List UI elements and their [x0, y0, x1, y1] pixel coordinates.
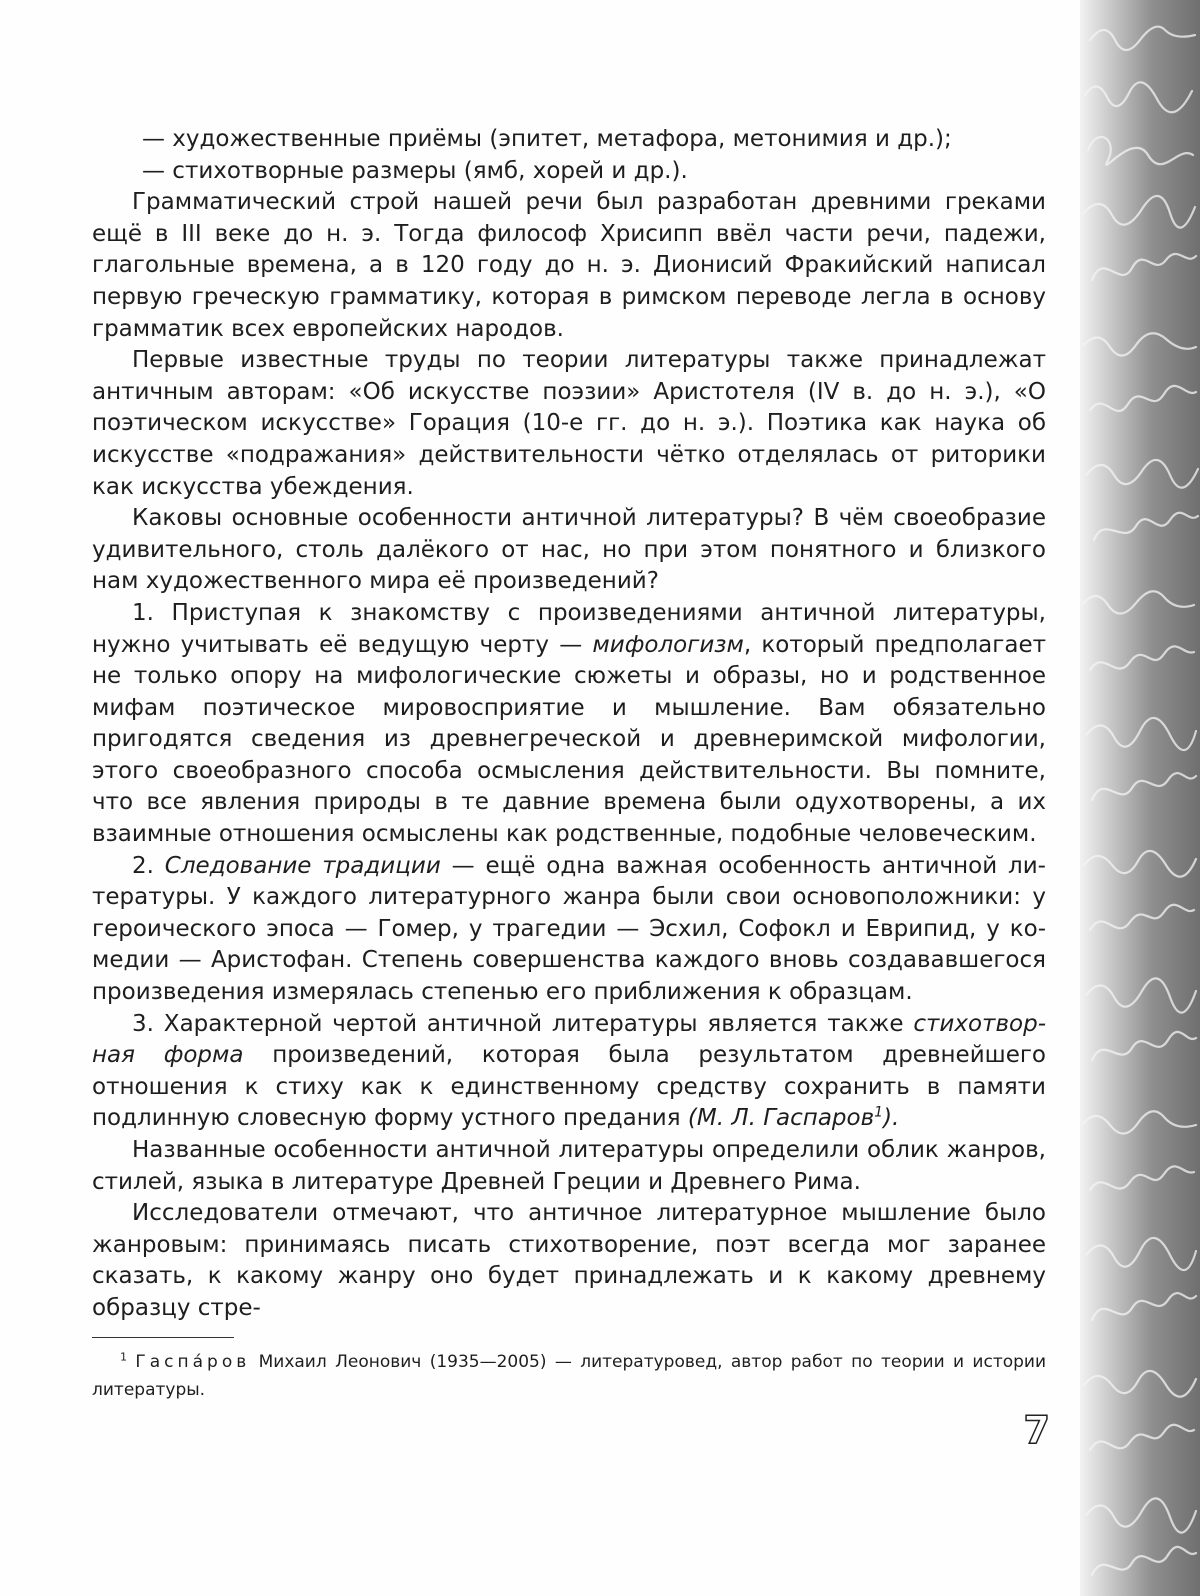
- term-mythologism: мифологизм: [592, 631, 744, 658]
- footnote-ref: 1: [874, 1104, 884, 1121]
- footnote-text: Михаил Леонович (1935—2005) — литературовед, автор работ по теории и истории литературы.: [92, 1352, 1047, 1400]
- paragraph-grammar: Грамматический строй нашей речи был разработан древними греками ещё в III веке до н. э. Тогда философ Хрисипп ввёл части речи, падежи, глагольные времена, а в 120 году до н. э. Дионисий Фракийский написал первую греческую грамматику, которая в римском переводе легла в основу грамматик всех европейских народов.: [92, 189, 1046, 342]
- paragraph-features: Названные особенности античной литературы определили облик жанров, стилей, языка в литературе Древней Греции и Древнего Рима.: [92, 1137, 1046, 1195]
- footnote-divider: [92, 1337, 234, 1338]
- list-item-meters: — стихотворные размеры (ямб, хорей и др.).: [142, 157, 688, 184]
- citation: (М. Л. Гаспаров$^1$).: [687, 1104, 900, 1132]
- paragraph-mythologism: 1. Приступая к знакомству с произведениями античной литературы, нужно учитывать её ведущую черту — мифологизм, который предполагает не только опору на мифологические сюжеты и образы, но и родственное мифам поэтическое мировосприятие и мышление. Вам обязательно пригодятся сведения из древнегреческой и древнеримской мифологии, этого своеобразного способа осмысления действительности. Вы помните, что все явления природы в те давние времена были одухотворены, а их взаимные отношения осмыслены как родственные, подобные человеческим.: [92, 599, 1046, 848]
- page-number: 7: [1023, 1408, 1050, 1452]
- term-verse-form: стихотворная форма: [92, 1010, 1046, 1069]
- term-tradition: Следование традиции: [164, 852, 441, 879]
- footnote-name: Гаспа́ров: [135, 1352, 251, 1372]
- paragraph-genre-thinking: Исследователи отмечают, что античное литературное мышление было жанровым: принимаясь писать стихотворение, поэт всегда мог заранее сказать, к какому жанру оно будет принадлежать и к какому древнему образцу стре-: [92, 1200, 1046, 1321]
- footnote: [92, 1348, 1046, 1404]
- list-item-devices: — художественные приёмы (эпитет, метафора, метонимия и др.);: [142, 126, 952, 152]
- paragraph-tradition: 2. Следование традиции — ещё одна важная особенность античной литературы. У каждого литературного жанра были свои основоположники: у героического эпоса — Гомер, у трагедии — Эсхил, Софокл и Еврипид, у комедии — Аристофан. Степень совершенства каждого вновь создававшегося произведения измерялась степенью его приближения к образцам.: [92, 852, 1046, 1006]
- paragraph-verse-form: 3. Характерной чертой античной литературы является также стихотворная форма произведений, которая была результатом древнейшего отношения к стиху как к единственному средству сохранить в памяти подлинную словесную форму устного предания (М. Л. Гаспаров$^1$).: [92, 1010, 1046, 1132]
- handwriting-margin-decoration: [1080, 0, 1200, 1596]
- handwriting-icon: [1080, 0, 1200, 1596]
- paragraph-question: Каковы основные особенности античной литературы? В чём своеобразие удивительного, столь далёкого от нас, но при этом понятного и близкого нам художественного мира её произведений?: [92, 505, 1046, 595]
- main-text: [92, 124, 1046, 1325]
- footnote-marker: 1: [120, 1350, 127, 1364]
- paragraph-theory: Первые известные труды по теории литературы также принадлежат античным авторам: «Об искусстве поэзии» Аристотеля (IV в. до н. э.), «О поэтическом искусстве» Горация (10-е гг. до н. э.). Поэтика как наука об искусстве «подражания» действительности чётко отделялась от риторики как искусства убеждения.: [92, 347, 1046, 500]
